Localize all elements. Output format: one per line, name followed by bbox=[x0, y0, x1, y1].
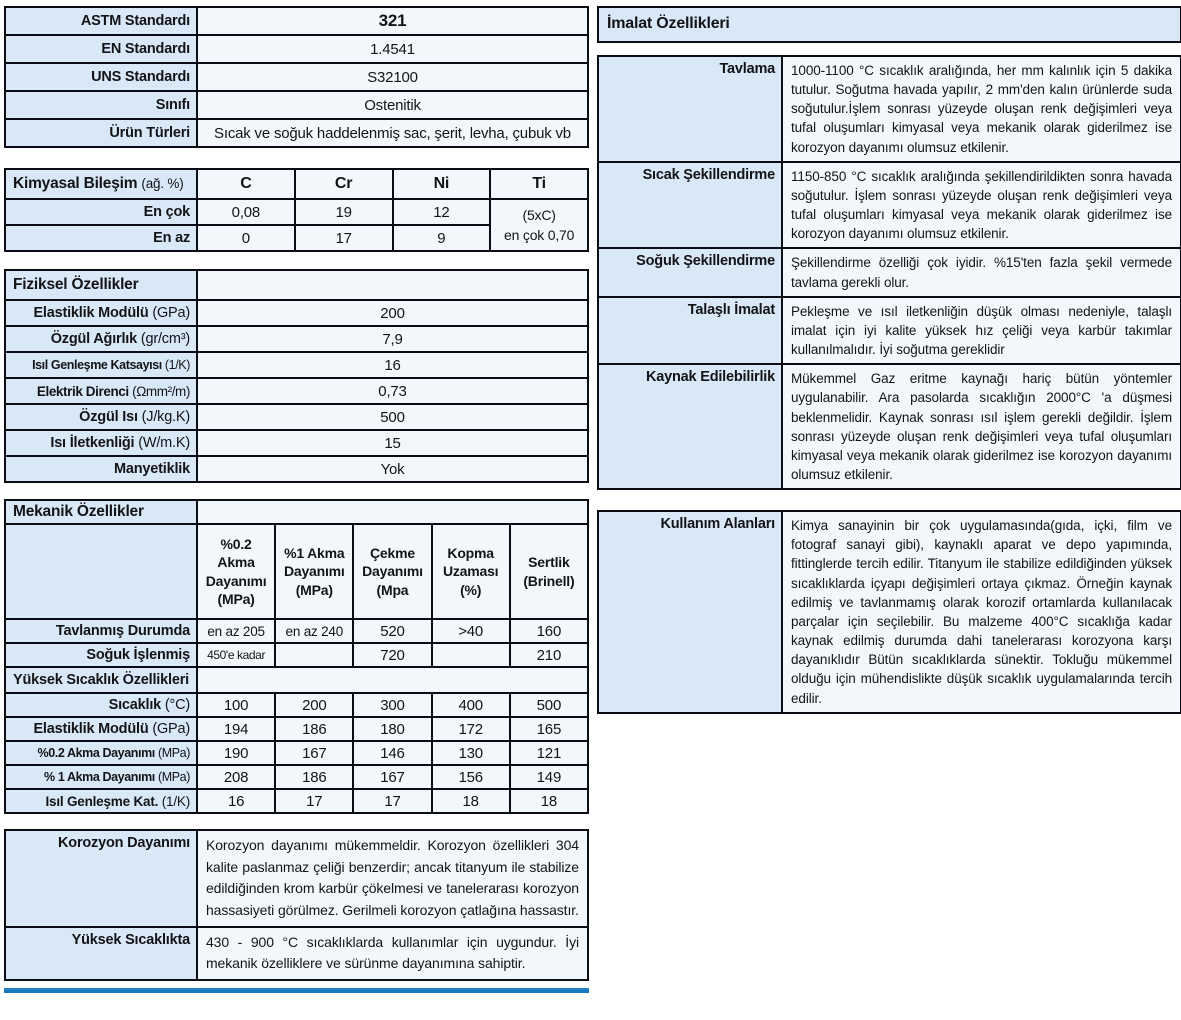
table-row bbox=[5, 378, 588, 404]
row-label-unit: (°C) bbox=[164, 697, 190, 713]
row-label-text: Isıl Genleşme Kat. bbox=[45, 793, 159, 809]
table-row bbox=[5, 352, 588, 378]
table-title bbox=[5, 169, 197, 199]
cell-value: 165 bbox=[510, 717, 588, 741]
row-label-text: Özgül Ağırlık bbox=[50, 331, 138, 347]
row-label bbox=[5, 693, 197, 717]
row-label-text: Manyetiklik bbox=[114, 461, 190, 477]
cell-value: 520 bbox=[353, 619, 431, 643]
row-label bbox=[5, 717, 197, 741]
cell-value: 186 bbox=[275, 765, 353, 789]
row-label: Kaynak Edilebilirlik bbox=[598, 364, 782, 489]
row-label-unit: (J/kg.K) bbox=[141, 409, 190, 425]
cell-value: 130 bbox=[432, 741, 510, 765]
cell-value: 9 bbox=[393, 225, 491, 251]
right-column bbox=[597, 6, 1181, 993]
cell-value: en az 205 bbox=[197, 619, 275, 643]
table-row bbox=[5, 741, 588, 765]
page-divider bbox=[4, 988, 589, 993]
section-title: Yüksek Sıcaklık Özellikleri bbox=[5, 667, 197, 693]
cell-value: 720 bbox=[353, 643, 431, 667]
physical-properties-table bbox=[4, 269, 589, 483]
table-row bbox=[5, 7, 588, 35]
cell-value: 19 bbox=[295, 199, 393, 225]
column-header: C bbox=[197, 169, 295, 199]
table-row bbox=[5, 456, 588, 482]
table-row bbox=[5, 927, 588, 980]
row-label bbox=[5, 430, 197, 456]
table-row bbox=[5, 326, 588, 352]
row-label-unit: (MPa) bbox=[157, 746, 190, 760]
cell-value: 156 bbox=[432, 765, 510, 789]
mechanical-properties-table bbox=[4, 499, 589, 814]
row-value: 500 bbox=[197, 404, 588, 430]
row-value: 15 bbox=[197, 430, 588, 456]
column-header: Kopma Uzaması (%) bbox=[432, 524, 510, 619]
cell-value-ti bbox=[490, 199, 588, 251]
table-row bbox=[598, 162, 1181, 249]
row-label: Talaşlı İmalat bbox=[598, 297, 782, 364]
row-text: 430 - 900 °C sıcaklıklarda kullanımlar için uygundur. İyi mekanik özelliklere ve sürünme dayanımına sahiptir. bbox=[197, 927, 588, 980]
cell-value: 0 bbox=[197, 225, 295, 251]
row-label-text: Elektrik Direnci bbox=[36, 383, 129, 399]
ti-note-line1: (5xC) bbox=[522, 206, 556, 223]
table-row bbox=[598, 248, 1181, 296]
column-header: Ti bbox=[490, 169, 588, 199]
table-title: Fiziksel Özellikler bbox=[5, 270, 197, 300]
table-row bbox=[5, 404, 588, 430]
cell-value: >40 bbox=[432, 619, 510, 643]
column-header: Sertlik (Brinell) bbox=[510, 524, 588, 619]
cell-value: 194 bbox=[197, 717, 275, 741]
cell-value: 149 bbox=[510, 765, 588, 789]
row-label: Ürün Türleri bbox=[5, 119, 197, 147]
row-label-unit: (1/K) bbox=[161, 793, 190, 809]
table-row bbox=[5, 199, 588, 225]
cell-value: 100 bbox=[197, 693, 275, 717]
column-header: %0.2 Akma Dayanımı (MPa) bbox=[197, 524, 275, 619]
row-text: Şekillendirme özelliği çok iyidir. %15'ten fazla şekil vermede tavlama gerekli olur. bbox=[782, 248, 1181, 296]
table-row bbox=[5, 91, 588, 119]
table-row bbox=[598, 511, 1181, 713]
row-label-text: %0.2 Akma Dayanımı bbox=[37, 746, 155, 760]
row-label: Soğuk Şekillendirme bbox=[598, 248, 782, 296]
row-label-text: Özgül Isı bbox=[79, 409, 138, 425]
cell-value: 160 bbox=[510, 619, 588, 643]
row-value: Ostenitik bbox=[197, 91, 588, 119]
cell-value: 17 bbox=[275, 789, 353, 813]
row-label: Kullanım Alanları bbox=[598, 511, 782, 713]
manufacturing-table bbox=[597, 55, 1181, 490]
row-label-text: Elastiklik Modülü bbox=[33, 305, 149, 321]
table-row bbox=[5, 35, 588, 63]
table-header-row bbox=[5, 270, 588, 300]
row-label bbox=[5, 404, 197, 430]
table-row bbox=[5, 643, 588, 667]
cell-value: 17 bbox=[353, 789, 431, 813]
row-label bbox=[5, 741, 197, 765]
row-value: 16 bbox=[197, 352, 588, 378]
cell-value: en az 240 bbox=[275, 619, 353, 643]
cell-value: 12 bbox=[393, 199, 491, 225]
cell-value: 0,08 bbox=[197, 199, 295, 225]
row-label: UNS Standardı bbox=[5, 63, 197, 91]
row-label bbox=[5, 456, 197, 482]
table-row bbox=[5, 717, 588, 741]
cell-value: 167 bbox=[275, 741, 353, 765]
table-row bbox=[5, 693, 588, 717]
row-value: Yok bbox=[197, 456, 588, 482]
table-row bbox=[598, 56, 1181, 162]
empty-label-cell bbox=[5, 524, 197, 619]
corrosion-table bbox=[4, 829, 589, 981]
row-label-unit: (Ωmm²/m) bbox=[132, 383, 190, 399]
row-value: 7,9 bbox=[197, 326, 588, 352]
row-label: EN Standardı bbox=[5, 35, 197, 63]
row-label bbox=[5, 789, 197, 813]
table-row bbox=[5, 430, 588, 456]
cell-value: 16 bbox=[197, 789, 275, 813]
table-title-unit: (ağ. %) bbox=[141, 176, 184, 191]
row-label-text: % 1 Akma Dayanımı bbox=[44, 770, 155, 784]
usage-table bbox=[597, 510, 1181, 714]
cell-value: 186 bbox=[275, 717, 353, 741]
manufacturing-header: İmalat Özellikleri bbox=[597, 6, 1181, 43]
cell-value: 450'e kadar bbox=[197, 643, 275, 667]
table-row bbox=[5, 619, 588, 643]
row-label bbox=[5, 300, 197, 326]
row-label bbox=[5, 378, 197, 404]
cell-value: 180 bbox=[353, 717, 431, 741]
cell-value: 146 bbox=[353, 741, 431, 765]
cell-value: 500 bbox=[510, 693, 588, 717]
cell-value: 300 bbox=[353, 693, 431, 717]
row-label-text: Isı İletkenliği bbox=[50, 435, 135, 451]
cell-value: 208 bbox=[197, 765, 275, 789]
left-column bbox=[4, 6, 589, 993]
row-label: Soğuk İşlenmiş bbox=[5, 643, 197, 667]
column-header: %1 Akma Dayanımı (MPa) bbox=[275, 524, 353, 619]
row-label-unit: (GPa) bbox=[152, 721, 190, 737]
section-header-row bbox=[5, 667, 588, 693]
table-row bbox=[5, 63, 588, 91]
row-label: Yüksek Sıcaklıkta bbox=[5, 927, 197, 980]
table-title: Mekanik Özellikler bbox=[5, 500, 197, 524]
table-row bbox=[598, 297, 1181, 364]
row-value: S32100 bbox=[197, 63, 588, 91]
cell-value: 200 bbox=[275, 693, 353, 717]
cell-value bbox=[275, 643, 353, 667]
row-text: Kimya sanayinin bir çok uygulamasında(gıda, içki, film ve fotograf sanayi gibi), kaynaklı aparat ve depo yapımında, fittinglerde tercih edilir. Titanyum ile stabilize edildiğinden yüksek sıcaklıklarda içyapı değişimleri ortaya çıkmaz. Örneğin kaynak edilmiş ve tavlanmamış olarak korozif ortamlarda kullanılacak parçalar için seçilebilir. Bu malzeme 400°C sıcaklığa kadar kaynak edilmiş durumda dahi tanelerarası korozyona karşı dayanıklıdır Bütün sıcaklıklarda sünektir. Tokluğu mükemmel olduğu için mühendislikte düşük sıcaklık uygulamalarında tercih edilir. bbox=[782, 511, 1181, 713]
table-row bbox=[5, 765, 588, 789]
cell-value: 210 bbox=[510, 643, 588, 667]
cell-value: 18 bbox=[510, 789, 588, 813]
table-row bbox=[5, 119, 588, 147]
cell-value: 17 bbox=[295, 225, 393, 251]
row-value: 0,73 bbox=[197, 378, 588, 404]
cell-value: 400 bbox=[432, 693, 510, 717]
column-header: Cr bbox=[295, 169, 393, 199]
row-label: Sınıfı bbox=[5, 91, 197, 119]
row-label-unit: (W/m.K) bbox=[138, 435, 190, 451]
row-label bbox=[5, 765, 197, 789]
row-text: Pekleşme ve ısıl iletkenliğin düşük olması nedeniyle, talaşlı imalat için iyi kalite yüksek hız çeliği veya karbür takımlar kullanılmalıdır. İyi soğutma gereklidir bbox=[782, 297, 1181, 364]
empty-cell bbox=[197, 500, 588, 524]
standards-table bbox=[4, 6, 589, 148]
cell-value: 18 bbox=[432, 789, 510, 813]
row-label: Korozyon Dayanımı bbox=[5, 830, 197, 927]
table-header-row bbox=[5, 169, 588, 199]
row-text: 1150-850 °C sıcaklık aralığında şekillendirildikten sonra havada soğutulur. İşlem sonrası yüzeyde oluşan renk değişimleri veya tufal oluşumları kimyasal veya mekanik olarak giderilmez ise korozyon dayanımı olumsuz etkilenir. bbox=[782, 162, 1181, 249]
cell-value: 167 bbox=[353, 765, 431, 789]
row-value: 1.4541 bbox=[197, 35, 588, 63]
cell-value: 172 bbox=[432, 717, 510, 741]
row-label bbox=[5, 352, 197, 378]
row-label-unit: (MPa) bbox=[157, 770, 190, 784]
row-label-unit: (GPa) bbox=[152, 305, 190, 321]
row-label-text: Elastiklik Modülü bbox=[33, 721, 149, 737]
row-label-text: Isıl Genleşme Katsayısı bbox=[32, 358, 162, 372]
column-header: Ni bbox=[393, 169, 491, 199]
row-label bbox=[5, 326, 197, 352]
table-row bbox=[5, 300, 588, 326]
empty-cell bbox=[197, 270, 588, 300]
table-row bbox=[5, 830, 588, 927]
row-label: En az bbox=[5, 225, 197, 251]
table-header-row bbox=[5, 500, 588, 524]
column-header-row bbox=[5, 524, 588, 619]
row-value: 321 bbox=[197, 7, 588, 35]
ti-note-line2: en çok 0,70 bbox=[504, 227, 575, 243]
cell-value: 190 bbox=[197, 741, 275, 765]
table-row bbox=[598, 364, 1181, 489]
cell-value: 121 bbox=[510, 741, 588, 765]
row-label-unit: (gr/cm³) bbox=[140, 331, 190, 347]
table-title-text: Kimyasal Bileşim bbox=[13, 175, 138, 192]
cell-value bbox=[432, 643, 510, 667]
row-text: 1000-1100 °C sıcaklık aralığında, her mm kalınlık için 5 dakika tutulur. Soğutma havada yapılır, 2 mm'den kalın ürünlerde suda soğutulur.İşlem sonrası yüzeyde oluşan renk değişimleri veya tufal oluşumları kimyasal veya mekanik olarak giderilmez ise korozyon dayanımı olumsuz etkilenir. bbox=[782, 56, 1181, 162]
row-value: 200 bbox=[197, 300, 588, 326]
row-label-text: Sıcaklık bbox=[108, 697, 162, 713]
empty-cell bbox=[197, 667, 588, 693]
row-label: Tavlama bbox=[598, 56, 782, 162]
row-label: Tavlanmış Durumda bbox=[5, 619, 197, 643]
row-text: Mükemmel Gaz eritme kaynağı hariç bütün yöntemler uygulanabilir. Ara pasolarda sıcaklığın 2000°C 'a düşmesi beklenmelidir. Kaynak sonrası ısıl işlem gerekli değildir. İşlem sonrası yüzeyde oluşan renk değişimleri veya tufal oluşumları kimyasal veya mekanik olarak giderilmez ise korozyon dayanımı olumsuz etkilenir. bbox=[782, 364, 1181, 489]
row-text: Korozyon dayanımı mükemmeldir. Korozyon özellikleri 304 kalite paslanmaz çeliği benzerdir; ancak titanyum ile stabilize edildiğinden krom karbür çökelmesi ve tanelerarası korozyon hassasiyeti görülmez. Gerilmeli korozyon çatlağına hassastır. bbox=[197, 830, 588, 927]
row-value: Sıcak ve soğuk haddelenmiş sac, şerit, levha, çubuk vb bbox=[197, 119, 588, 147]
column-header: Çekme Dayanımı (Mpa bbox=[353, 524, 431, 619]
chemical-composition-table bbox=[4, 168, 589, 252]
row-label: En çok bbox=[5, 199, 197, 225]
row-label-unit: (1/K) bbox=[164, 358, 190, 372]
table-row bbox=[5, 789, 588, 813]
row-label: Sıcak Şekillendirme bbox=[598, 162, 782, 249]
row-label: ASTM Standardı bbox=[5, 7, 197, 35]
